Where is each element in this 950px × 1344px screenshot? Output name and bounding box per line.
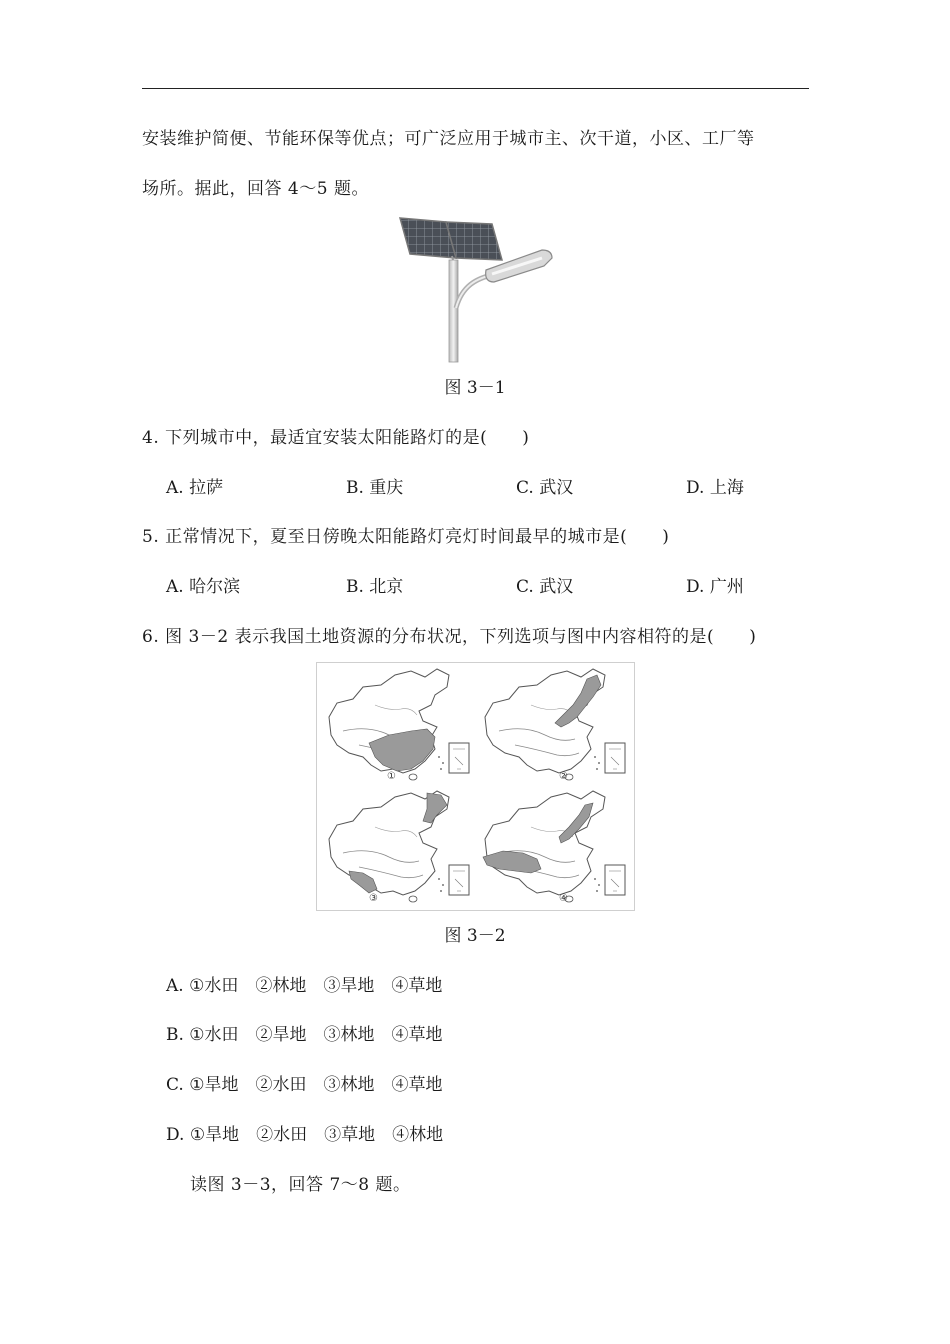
- intro-line-2: 场所。据此，回答 4～5 题。: [142, 179, 369, 199]
- question-5-stem: 5. 正常情况下，夏至日傍晚太阳能路灯亮灯时间最早的城市是( ): [142, 527, 670, 547]
- question-6-option-a[interactable]: A. ①水田 ②林地 ③旱地 ④草地: [166, 976, 443, 996]
- figure-3-1-caption: 图 3－1: [444, 378, 506, 398]
- question-4-option-d[interactable]: D. 上海: [686, 478, 744, 498]
- map-panel-1: [319, 665, 475, 785]
- question-5-option-b[interactable]: B. 北京: [346, 577, 404, 597]
- question-4-option-a[interactable]: A. 拉萨: [166, 478, 224, 498]
- land-resources-maps-figure: [316, 662, 635, 911]
- figure-3-2-caption: 图 3－2: [444, 926, 506, 946]
- questions-7-8-intro: 读图 3－3，回答 7～8 题。: [190, 1175, 411, 1195]
- question-5-option-c[interactable]: C. 武汉: [516, 577, 574, 597]
- question-6-option-c[interactable]: C. ①旱地 ②水田 ③林地 ④草地: [166, 1075, 443, 1095]
- question-4-option-b[interactable]: B. 重庆: [346, 478, 404, 498]
- intro-line-1: 安装维护简便、节能环保等优点；可广泛应用于城市主、次干道，小区、工厂等: [142, 129, 755, 149]
- question-4-stem: 4. 下列城市中，最适宜安装太阳能路灯的是( ): [142, 428, 530, 448]
- map-panel-3: [319, 787, 475, 907]
- question-6-stem: 6. 图 3－2 表示我国土地资源的分布状况，下列选项与图中内容相符的是( ): [142, 627, 757, 647]
- map-panel-3-label: ③: [369, 893, 378, 904]
- map-panel-4: [475, 787, 631, 907]
- question-6-option-d[interactable]: D. ①旱地 ②水田 ③草地 ④林地: [166, 1125, 444, 1145]
- question-5-option-d[interactable]: D. 广州: [686, 577, 744, 597]
- question-5-option-a[interactable]: A. 哈尔滨: [166, 577, 241, 597]
- map-panel-2: [475, 665, 631, 785]
- question-6-option-b[interactable]: B. ①水田 ②旱地 ③林地 ④草地: [166, 1025, 443, 1045]
- question-4-option-c[interactable]: C. 武汉: [516, 478, 574, 498]
- map-panel-1-label: ①: [387, 771, 396, 782]
- solar-street-lamp-figure: [392, 212, 562, 364]
- header-rule: [142, 88, 809, 89]
- map-panel-2-label: ②: [559, 771, 568, 782]
- map-panel-4-label: ④: [559, 893, 568, 904]
